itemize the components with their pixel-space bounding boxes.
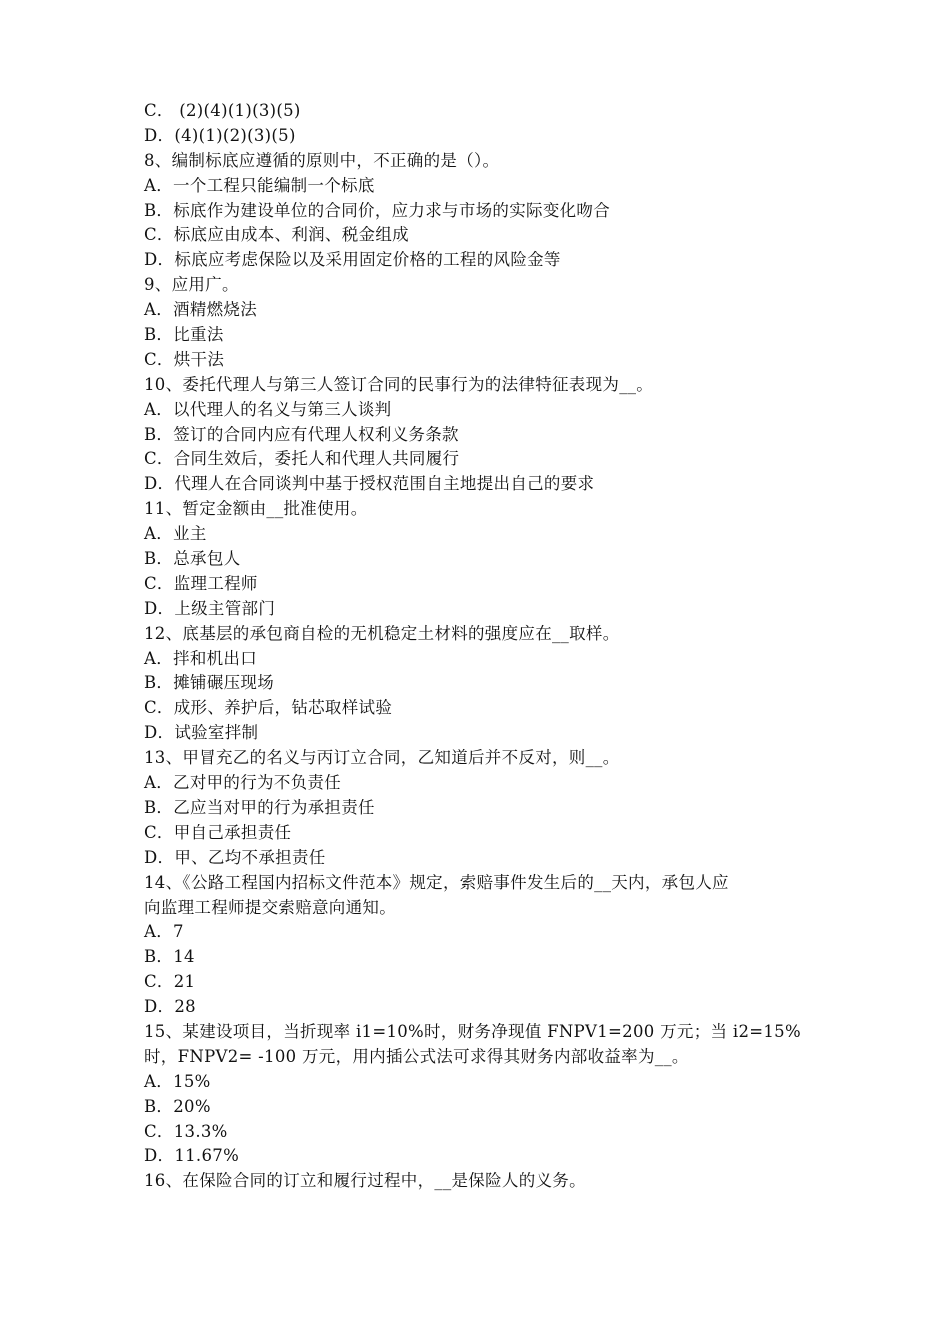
option-b-q8: B．标底作为建设单位的合同价，应力求与市场的实际变化吻合	[144, 200, 611, 220]
option-d-q11: D．上级主管部门	[144, 598, 276, 618]
question-16: 16、在保险合同的订立和履行过程中，__是保险人的义务。	[144, 1171, 586, 1191]
question-9: 9、应用广。	[144, 275, 239, 295]
option-a-q13: A．乙对甲的行为不负责任	[144, 773, 342, 793]
option-d-q12: D．试验室拌制	[144, 723, 259, 743]
option-c-q15: C．13.3%	[144, 1121, 228, 1141]
option-c-q14: C．21	[144, 972, 196, 992]
document-page	[144, 99, 816, 1194]
option-d-q13: D．甲、乙均不承担责任	[144, 847, 326, 867]
option-a-q11: A．业主	[144, 524, 207, 544]
option-b-q13: B．乙应当对甲的行为承担责任	[144, 797, 375, 817]
option-c-q11: C．监理工程师	[144, 573, 258, 593]
question-14-line-1: 14、《公路工程国内招标文件范本》规定，索赔事件发生后的__天内，承包人应	[144, 872, 729, 892]
option-b-q12: B．摊铺碾压现场	[144, 673, 275, 693]
option-c-q13: C．甲自己承担责任	[144, 822, 292, 842]
option-d-q7: D．(4)(1)(2)(3)(5)	[144, 125, 296, 145]
option-c-q9: C．烘干法	[144, 349, 225, 369]
option-d-q8: D．标底应考虑保险以及采用固定价格的工程的风险金等	[144, 250, 561, 270]
option-a-q14: A．7	[144, 922, 184, 942]
option-b-q9: B．比重法	[144, 325, 224, 345]
option-a-q15: A．15%	[144, 1071, 211, 1091]
option-c-q12: C．成形、养护后，钻芯取样试验	[144, 698, 393, 718]
option-a-q8: A．一个工程只能编制一个标底	[144, 175, 375, 195]
question-15-line-2: 时，FNPV2= -100 万元，用内插公式法可求得其财务内部收益率为__。	[144, 1046, 689, 1066]
option-c-q7: C． (2)(4)(1)(3)(5)	[144, 101, 301, 120]
question-10: 10、委托代理人与第三人签订合同的民事行为的法律特征表现为__。	[144, 374, 654, 394]
question-12: 12、底基层的承包商自检的无机稳定土材料的强度应在__取样。	[144, 623, 620, 643]
question-14-line-2: 向监理工程师提交索赔意向通知。	[144, 897, 396, 917]
option-c-q8: C．标底应由成本、利润、税金组成	[144, 225, 409, 245]
option-d-q10: D．代理人在合同谈判中基于授权范围自主地提出自己的要求	[144, 474, 595, 494]
option-a-q10: A．以代理人的名义与第三人谈判	[144, 399, 392, 419]
question-11: 11、暂定金额由__批准使用。	[144, 499, 368, 519]
option-d-q14: D．28	[144, 997, 196, 1017]
option-b-q14: B．14	[144, 947, 195, 967]
option-b-q10: B．签订的合同内应有代理人权利义务条款	[144, 424, 459, 444]
question-8: 8、编制标底应遵循的原则中，不正确的是（）。	[144, 150, 500, 170]
option-b-q11: B．总承包人	[144, 549, 241, 569]
option-b-q15: B．20%	[144, 1096, 211, 1116]
option-c-q10: C．合同生效后，委托人和代理人共同履行	[144, 449, 460, 469]
option-d-q15: D．11.67%	[144, 1146, 240, 1166]
option-a-q9: A．酒精燃烧法	[144, 300, 258, 320]
question-15-line-1: 15、某建设项目，当折现率 i1=10%时，财务净现值 FNPV1=200 万元；当 i2=15%	[144, 1021, 801, 1041]
question-13: 13、甲冒充乙的名义与丙订立合同，乙知道后并不反对，则__。	[144, 748, 620, 768]
option-a-q12: A．拌和机出口	[144, 648, 258, 668]
